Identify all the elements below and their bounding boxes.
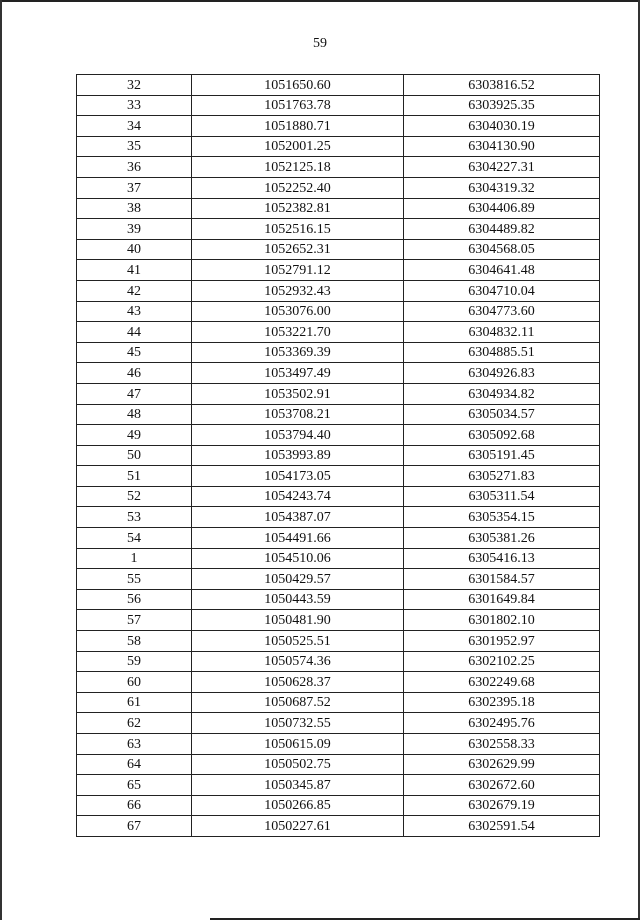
x-coordinate-cell: 1052516.15 bbox=[192, 219, 404, 240]
table-row bbox=[77, 754, 600, 775]
x-coordinate-cell: 1052932.43 bbox=[192, 280, 404, 301]
table-row bbox=[77, 383, 600, 404]
x-coordinate-cell: 1054491.66 bbox=[192, 528, 404, 549]
table-row bbox=[77, 672, 600, 693]
point-number-cell: 43 bbox=[77, 301, 192, 322]
x-coordinate-cell: 1050429.57 bbox=[192, 569, 404, 590]
table-row bbox=[77, 692, 600, 713]
y-coordinate-cell: 6303816.52 bbox=[404, 75, 600, 96]
point-number-cell: 56 bbox=[77, 589, 192, 610]
x-coordinate-cell: 1050574.36 bbox=[192, 651, 404, 672]
x-coordinate-cell: 1053497.49 bbox=[192, 363, 404, 384]
x-coordinate-cell: 1052125.18 bbox=[192, 157, 404, 178]
table-row bbox=[77, 342, 600, 363]
table-row bbox=[77, 280, 600, 301]
y-coordinate-cell: 6301649.84 bbox=[404, 589, 600, 610]
x-coordinate-cell: 1052791.12 bbox=[192, 260, 404, 281]
x-coordinate-cell: 1053369.39 bbox=[192, 342, 404, 363]
point-number-cell: 34 bbox=[77, 116, 192, 137]
page-edge-top bbox=[0, 0, 640, 2]
y-coordinate-cell: 6304319.32 bbox=[404, 177, 600, 198]
table-row bbox=[77, 445, 600, 466]
x-coordinate-cell: 1052001.25 bbox=[192, 136, 404, 157]
y-coordinate-cell: 6303925.35 bbox=[404, 95, 600, 116]
x-coordinate-cell: 1050525.51 bbox=[192, 631, 404, 652]
point-number-cell: 61 bbox=[77, 692, 192, 713]
point-number-cell: 60 bbox=[77, 672, 192, 693]
x-coordinate-cell: 1054510.06 bbox=[192, 548, 404, 569]
x-coordinate-cell: 1052252.40 bbox=[192, 177, 404, 198]
y-coordinate-cell: 6302591.54 bbox=[404, 816, 600, 837]
y-coordinate-cell: 6302629.99 bbox=[404, 754, 600, 775]
table-row bbox=[77, 795, 600, 816]
point-number-cell: 57 bbox=[77, 610, 192, 631]
page-number: 59 bbox=[313, 36, 327, 51]
x-coordinate-cell: 1051763.78 bbox=[192, 95, 404, 116]
x-coordinate-cell: 1051880.71 bbox=[192, 116, 404, 137]
y-coordinate-cell: 6304406.89 bbox=[404, 198, 600, 219]
point-number-cell: 39 bbox=[77, 219, 192, 240]
coordinates-table-body bbox=[77, 75, 600, 837]
x-coordinate-cell: 1052382.81 bbox=[192, 198, 404, 219]
page-edge-left bbox=[0, 0, 2, 920]
point-number-cell: 50 bbox=[77, 445, 192, 466]
y-coordinate-cell: 6301952.97 bbox=[404, 631, 600, 652]
x-coordinate-cell: 1050687.52 bbox=[192, 692, 404, 713]
point-number-cell: 45 bbox=[77, 342, 192, 363]
y-coordinate-cell: 6304710.04 bbox=[404, 280, 600, 301]
point-number-cell: 67 bbox=[77, 816, 192, 837]
y-coordinate-cell: 6301584.57 bbox=[404, 569, 600, 590]
point-number-cell: 44 bbox=[77, 322, 192, 343]
x-coordinate-cell: 1050443.59 bbox=[192, 589, 404, 610]
point-number-cell: 33 bbox=[77, 95, 192, 116]
x-coordinate-cell: 1053221.70 bbox=[192, 322, 404, 343]
y-coordinate-cell: 6304227.31 bbox=[404, 157, 600, 178]
table-row bbox=[77, 95, 600, 116]
y-coordinate-cell: 6302672.60 bbox=[404, 775, 600, 796]
table-row bbox=[77, 75, 600, 96]
x-coordinate-cell: 1050732.55 bbox=[192, 713, 404, 734]
point-number-cell: 55 bbox=[77, 569, 192, 590]
x-coordinate-cell: 1053076.00 bbox=[192, 301, 404, 322]
x-coordinate-cell: 1050227.61 bbox=[192, 816, 404, 837]
table-row bbox=[77, 219, 600, 240]
y-coordinate-cell: 6302679.19 bbox=[404, 795, 600, 816]
x-coordinate-cell: 1050266.85 bbox=[192, 795, 404, 816]
x-coordinate-cell: 1050481.90 bbox=[192, 610, 404, 631]
x-coordinate-cell: 1053708.21 bbox=[192, 404, 404, 425]
point-number-cell: 40 bbox=[77, 239, 192, 260]
x-coordinate-cell: 1054173.05 bbox=[192, 466, 404, 487]
table-row bbox=[77, 713, 600, 734]
point-number-cell: 58 bbox=[77, 631, 192, 652]
y-coordinate-cell: 6305271.83 bbox=[404, 466, 600, 487]
y-coordinate-cell: 6304832.11 bbox=[404, 322, 600, 343]
point-number-cell: 1 bbox=[77, 548, 192, 569]
point-number-cell: 59 bbox=[77, 651, 192, 672]
y-coordinate-cell: 6304130.90 bbox=[404, 136, 600, 157]
table-row bbox=[77, 775, 600, 796]
x-coordinate-cell: 1053502.91 bbox=[192, 383, 404, 404]
point-number-cell: 47 bbox=[77, 383, 192, 404]
point-number-cell: 35 bbox=[77, 136, 192, 157]
table-row bbox=[77, 239, 600, 260]
table-row bbox=[77, 466, 600, 487]
y-coordinate-cell: 6304934.82 bbox=[404, 383, 600, 404]
x-coordinate-cell: 1050615.09 bbox=[192, 734, 404, 755]
x-coordinate-cell: 1053993.89 bbox=[192, 445, 404, 466]
point-number-cell: 36 bbox=[77, 157, 192, 178]
x-coordinate-cell: 1051650.60 bbox=[192, 75, 404, 96]
point-number-cell: 42 bbox=[77, 280, 192, 301]
y-coordinate-cell: 6304885.51 bbox=[404, 342, 600, 363]
point-number-cell: 46 bbox=[77, 363, 192, 384]
y-coordinate-cell: 6305092.68 bbox=[404, 425, 600, 446]
point-number-cell: 49 bbox=[77, 425, 192, 446]
y-coordinate-cell: 6305381.26 bbox=[404, 528, 600, 549]
table-row bbox=[77, 631, 600, 652]
point-number-cell: 52 bbox=[77, 486, 192, 507]
table-row bbox=[77, 322, 600, 343]
y-coordinate-cell: 6304030.19 bbox=[404, 116, 600, 137]
table-row bbox=[77, 363, 600, 384]
point-number-cell: 63 bbox=[77, 734, 192, 755]
table-row bbox=[77, 548, 600, 569]
y-coordinate-cell: 6302495.76 bbox=[404, 713, 600, 734]
x-coordinate-cell: 1053794.40 bbox=[192, 425, 404, 446]
table-row bbox=[77, 198, 600, 219]
table-row bbox=[77, 116, 600, 137]
table-row bbox=[77, 136, 600, 157]
table-row bbox=[77, 157, 600, 178]
y-coordinate-cell: 6304641.48 bbox=[404, 260, 600, 281]
table-row bbox=[77, 651, 600, 672]
y-coordinate-cell: 6302395.18 bbox=[404, 692, 600, 713]
y-coordinate-cell: 6305191.45 bbox=[404, 445, 600, 466]
table-row bbox=[77, 177, 600, 198]
point-number-cell: 53 bbox=[77, 507, 192, 528]
y-coordinate-cell: 6305354.15 bbox=[404, 507, 600, 528]
point-number-cell: 51 bbox=[77, 466, 192, 487]
table-row bbox=[77, 569, 600, 590]
x-coordinate-cell: 1052652.31 bbox=[192, 239, 404, 260]
point-number-cell: 48 bbox=[77, 404, 192, 425]
x-coordinate-cell: 1050502.75 bbox=[192, 754, 404, 775]
point-number-cell: 41 bbox=[77, 260, 192, 281]
coordinates-table bbox=[76, 74, 600, 837]
x-coordinate-cell: 1054243.74 bbox=[192, 486, 404, 507]
table-row bbox=[77, 734, 600, 755]
point-number-cell: 54 bbox=[77, 528, 192, 549]
point-number-cell: 64 bbox=[77, 754, 192, 775]
table-row bbox=[77, 301, 600, 322]
y-coordinate-cell: 6302558.33 bbox=[404, 734, 600, 755]
table-row bbox=[77, 404, 600, 425]
y-coordinate-cell: 6301802.10 bbox=[404, 610, 600, 631]
y-coordinate-cell: 6304926.83 bbox=[404, 363, 600, 384]
point-number-cell: 62 bbox=[77, 713, 192, 734]
table-row bbox=[77, 610, 600, 631]
table-row bbox=[77, 589, 600, 610]
point-number-cell: 66 bbox=[77, 795, 192, 816]
y-coordinate-cell: 6304568.05 bbox=[404, 239, 600, 260]
table-row bbox=[77, 425, 600, 446]
table-row bbox=[77, 486, 600, 507]
point-number-cell: 38 bbox=[77, 198, 192, 219]
y-coordinate-cell: 6305034.57 bbox=[404, 404, 600, 425]
y-coordinate-cell: 6305416.13 bbox=[404, 548, 600, 569]
y-coordinate-cell: 6304773.60 bbox=[404, 301, 600, 322]
point-number-cell: 37 bbox=[77, 177, 192, 198]
y-coordinate-cell: 6305311.54 bbox=[404, 486, 600, 507]
table-row bbox=[77, 260, 600, 281]
table-row bbox=[77, 507, 600, 528]
point-number-cell: 65 bbox=[77, 775, 192, 796]
x-coordinate-cell: 1054387.07 bbox=[192, 507, 404, 528]
table-row bbox=[77, 816, 600, 837]
x-coordinate-cell: 1050345.87 bbox=[192, 775, 404, 796]
y-coordinate-cell: 6302249.68 bbox=[404, 672, 600, 693]
x-coordinate-cell: 1050628.37 bbox=[192, 672, 404, 693]
y-coordinate-cell: 6304489.82 bbox=[404, 219, 600, 240]
table-row bbox=[77, 528, 600, 549]
y-coordinate-cell: 6302102.25 bbox=[404, 651, 600, 672]
point-number-cell: 32 bbox=[77, 75, 192, 96]
